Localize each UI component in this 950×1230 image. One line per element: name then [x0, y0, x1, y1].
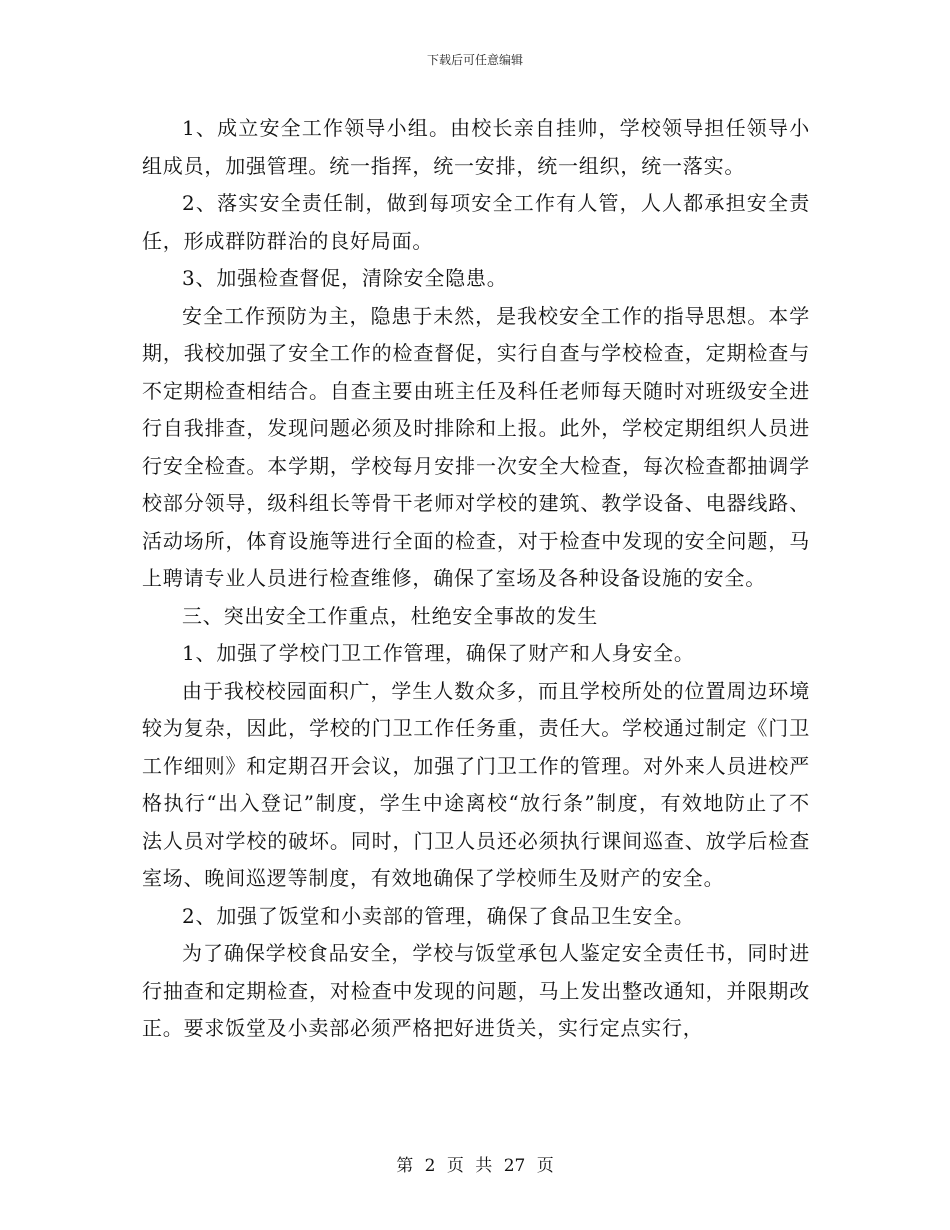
paragraph-3: 3、加强检查督促，清除安全隐患。	[182, 266, 508, 290]
paragraph-7: 2、加强了饭堂和小卖部的管理，确保了食品卫生安全。	[182, 903, 695, 928]
paragraph-4: 安全工作预防为主，隐患于未然，是我校安全工作的指导思想。本学期，我校加强了安全工作的检查督促，实行自查与学校检查，定期检查与不定期检查相结合。自查主要由班主任及科任老师每天随时对班级安全进行自我排查，发现问题必须及时排除和上报。此外，学校定期组织人员进行安全检查。本学期，学校每月安排一次安全大检查，每次检查都抽调学校部分领导，级科组长等骨干老师对学校的建筑、教学设备、电器线路、活动场所，体育设施等进行全面的检查，对于检查中发现的安全问题，马上聘请专业人员进行检查维修，确保了室场及各种设备设施的安全。	[142, 303, 810, 590]
paragraph-8: 为了确保学校食品安全，学校与饭堂承包人鉴定安全责任书，同时进行抽查和定期检查，对检查中发现的问题，马上发出整改通知，并限期改正。要求饭堂及小卖部必须严格把好进货关，实行定点实行，	[142, 941, 810, 1040]
document-body	[142, 110, 810, 1048]
paragraph-6: 由于我校校园面积广，学生人数众多，而且学校所处的位置周边环境较为复杂，因此，学校的门卫工作任务重，责任大。学校通过制定《门卫工作细则》和定期召开会议，加强了门卫工作的管理。对外来人员进校严格执行“出入登记”制度，学生中途离校“放行条”制度，有效地防止了不法人员对学校的破坏。同时，门卫人员还必须执行课间巡查、放学后检查室场、晚间巡逻等制度，有效地确保了学校师生及财产的安全。	[142, 678, 810, 890]
paragraph-2: 2、落实安全责任制，做到每项安全工作有人管，人人都承担安全责任，形成群防群治的良好局面。	[142, 191, 810, 253]
section-heading: 三、突出安全工作重点，杜绝安全事故的发生	[182, 603, 598, 628]
paragraph-1: 1、成立安全工作领导小组。由校长亲自挂帅，学校领导担任领导小组成员，加强管理。统一指挥，统一安排，统一组织，统一落实。	[142, 116, 810, 178]
page-number-footer: 第 2 页 共 27 页	[396, 1156, 554, 1176]
page-header: 下载后可任意编辑	[426, 53, 523, 67]
paragraph-5: 1、加强了学校门卫工作管理，确保了财产和人身安全。	[182, 641, 695, 665]
